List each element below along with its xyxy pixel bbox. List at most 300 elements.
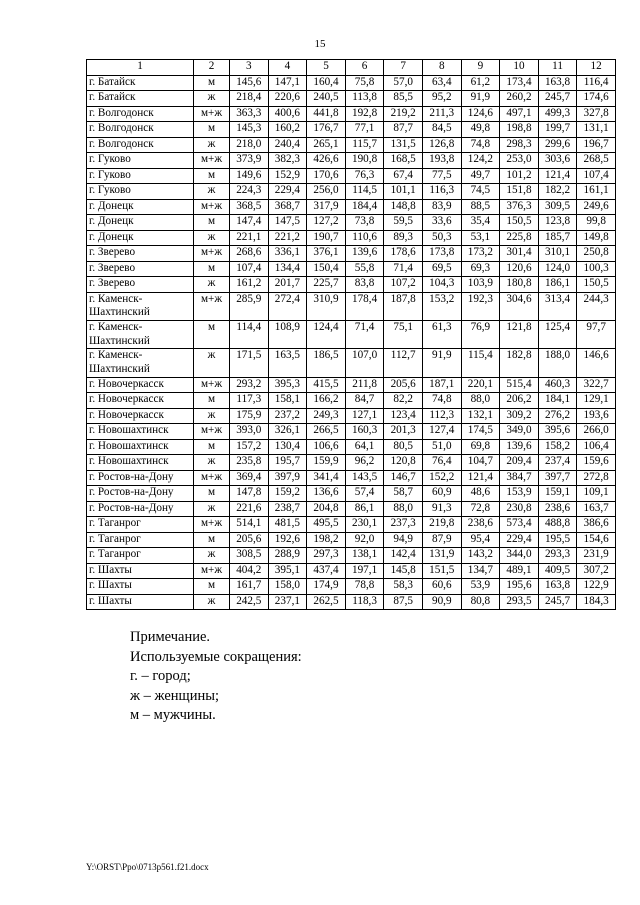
table-row xyxy=(87,470,616,486)
sex-cell: ж xyxy=(194,455,230,471)
value-cell: 109,1 xyxy=(577,486,616,502)
value-cell: 515,4 xyxy=(500,377,539,393)
table-row xyxy=(87,184,616,200)
value-cell: 187,1 xyxy=(422,377,461,393)
value-cell: 55,8 xyxy=(345,261,384,277)
value-cell: 272,4 xyxy=(268,292,307,320)
value-cell: 327,8 xyxy=(577,106,616,122)
city-cell: г. Гуково xyxy=(87,184,194,200)
table-row xyxy=(87,230,616,246)
value-cell: 221,6 xyxy=(230,501,269,517)
value-cell: 460,3 xyxy=(538,377,577,393)
value-cell: 192,6 xyxy=(268,532,307,548)
sex-cell: м+ж xyxy=(194,377,230,393)
city-cell: г. Волгодонск xyxy=(87,137,194,153)
value-cell: 69,8 xyxy=(461,439,500,455)
value-cell: 426,6 xyxy=(307,153,346,169)
note-title: Примечание. xyxy=(130,629,211,645)
value-cell: 240,4 xyxy=(268,137,307,153)
value-cell: 237,3 xyxy=(384,517,423,533)
value-cell: 88,5 xyxy=(461,199,500,215)
value-cell: 190,7 xyxy=(307,230,346,246)
city-cell: г. Донецк xyxy=(87,199,194,215)
value-cell: 205,6 xyxy=(384,377,423,393)
value-cell: 73,8 xyxy=(345,215,384,231)
sex-cell: м xyxy=(194,439,230,455)
city-cell: г. Волгодонск xyxy=(87,122,194,138)
value-cell: 126,8 xyxy=(422,137,461,153)
value-cell: 499,3 xyxy=(538,106,577,122)
note-item: м – мужчины. xyxy=(130,707,216,723)
value-cell: 112,3 xyxy=(422,408,461,424)
value-cell: 103,9 xyxy=(461,277,500,293)
value-cell: 48,6 xyxy=(461,486,500,502)
value-cell: 224,3 xyxy=(230,184,269,200)
table-row xyxy=(87,377,616,393)
column-header: 10 xyxy=(500,60,539,76)
city-cell: г. Ростов-на-Дону xyxy=(87,486,194,502)
value-cell: 110,6 xyxy=(345,230,384,246)
value-cell: 573,4 xyxy=(500,517,539,533)
note-block xyxy=(130,628,302,726)
table-row xyxy=(87,424,616,440)
value-cell: 219,2 xyxy=(384,106,423,122)
value-cell: 104,7 xyxy=(461,455,500,471)
value-cell: 397,9 xyxy=(268,470,307,486)
value-cell: 310,1 xyxy=(538,246,577,262)
value-cell: 225,7 xyxy=(307,277,346,293)
city-cell: г. Ростов-на-Дону xyxy=(87,501,194,517)
value-cell: 107,4 xyxy=(230,261,269,277)
value-cell: 237,4 xyxy=(538,455,577,471)
value-cell: 404,2 xyxy=(230,563,269,579)
value-cell: 303,6 xyxy=(538,153,577,169)
value-cell: 174,9 xyxy=(307,579,346,595)
sex-cell: ж xyxy=(194,548,230,564)
value-cell: 76,3 xyxy=(345,168,384,184)
value-cell: 107,4 xyxy=(577,168,616,184)
sex-cell: ж xyxy=(194,501,230,517)
value-cell: 147,8 xyxy=(230,486,269,502)
value-cell: 369,4 xyxy=(230,470,269,486)
table-row xyxy=(87,292,616,320)
sex-cell: м xyxy=(194,122,230,138)
value-cell: 322,7 xyxy=(577,377,616,393)
value-cell: 161,7 xyxy=(230,579,269,595)
value-cell: 58,3 xyxy=(384,579,423,595)
value-cell: 262,5 xyxy=(307,594,346,610)
value-cell: 211,8 xyxy=(345,377,384,393)
city-cell: г. Зверево xyxy=(87,261,194,277)
sex-cell: м+ж xyxy=(194,199,230,215)
value-cell: 127,4 xyxy=(422,424,461,440)
value-cell: 147,1 xyxy=(268,75,307,91)
table-row xyxy=(87,246,616,262)
table-row xyxy=(87,215,616,231)
value-cell: 238,6 xyxy=(461,517,500,533)
table-row xyxy=(87,439,616,455)
value-cell: 132,1 xyxy=(461,408,500,424)
table-row xyxy=(87,153,616,169)
column-header: 7 xyxy=(384,60,423,76)
value-cell: 415,5 xyxy=(307,377,346,393)
value-cell: 307,2 xyxy=(577,563,616,579)
value-cell: 80,5 xyxy=(384,439,423,455)
sex-cell: ж xyxy=(194,137,230,153)
city-cell: г. Шахты xyxy=(87,579,194,595)
table-row xyxy=(87,75,616,91)
value-cell: 150,4 xyxy=(307,261,346,277)
value-cell: 266,0 xyxy=(577,424,616,440)
value-cell: 163,8 xyxy=(538,75,577,91)
value-cell: 376,1 xyxy=(307,246,346,262)
value-cell: 35,4 xyxy=(461,215,500,231)
value-cell: 124,0 xyxy=(538,261,577,277)
value-cell: 87,7 xyxy=(384,122,423,138)
table-row xyxy=(87,91,616,107)
value-cell: 205,6 xyxy=(230,532,269,548)
value-cell: 121,4 xyxy=(538,168,577,184)
value-cell: 231,9 xyxy=(577,548,616,564)
value-cell: 122,9 xyxy=(577,579,616,595)
value-cell: 92,0 xyxy=(345,532,384,548)
value-cell: 147,5 xyxy=(268,215,307,231)
value-cell: 158,0 xyxy=(268,579,307,595)
value-cell: 395,6 xyxy=(538,424,577,440)
value-cell: 221,1 xyxy=(230,230,269,246)
column-header: 12 xyxy=(577,60,616,76)
value-cell: 175,9 xyxy=(230,408,269,424)
value-cell: 160,3 xyxy=(345,424,384,440)
value-cell: 120,6 xyxy=(500,261,539,277)
value-cell: 376,3 xyxy=(500,199,539,215)
value-cell: 127,1 xyxy=(345,408,384,424)
value-cell: 182,2 xyxy=(538,184,577,200)
value-cell: 50,3 xyxy=(422,230,461,246)
value-cell: 266,5 xyxy=(307,424,346,440)
value-cell: 134,4 xyxy=(268,261,307,277)
value-cell: 260,2 xyxy=(500,91,539,107)
sex-cell: м xyxy=(194,486,230,502)
sex-cell: м+ж xyxy=(194,292,230,320)
value-cell: 107,0 xyxy=(345,349,384,377)
value-cell: 106,4 xyxy=(577,439,616,455)
value-cell: 75,8 xyxy=(345,75,384,91)
value-cell: 190,8 xyxy=(345,153,384,169)
value-cell: 90,9 xyxy=(422,594,461,610)
value-cell: 57,4 xyxy=(345,486,384,502)
value-cell: 293,2 xyxy=(230,377,269,393)
value-cell: 88,0 xyxy=(384,501,423,517)
value-cell: 400,6 xyxy=(268,106,307,122)
city-cell: г. Гуково xyxy=(87,168,194,184)
value-cell: 393,0 xyxy=(230,424,269,440)
city-cell: г. Батайск xyxy=(87,75,194,91)
value-cell: 245,7 xyxy=(538,91,577,107)
sex-cell: м+ж xyxy=(194,470,230,486)
city-cell: г. Ростов-на-Дону xyxy=(87,470,194,486)
value-cell: 142,4 xyxy=(384,548,423,564)
value-cell: 114,4 xyxy=(230,320,269,348)
table-header-row xyxy=(87,60,616,76)
value-cell: 76,4 xyxy=(422,455,461,471)
city-cell: г. Новошахтинск xyxy=(87,424,194,440)
table-row xyxy=(87,122,616,138)
city-cell: г. Волгодонск xyxy=(87,106,194,122)
value-cell: 395,3 xyxy=(268,377,307,393)
value-cell: 186,1 xyxy=(538,277,577,293)
value-cell: 130,4 xyxy=(268,439,307,455)
value-cell: 395,1 xyxy=(268,563,307,579)
value-cell: 87,9 xyxy=(422,532,461,548)
value-cell: 326,1 xyxy=(268,424,307,440)
sex-cell: м+ж xyxy=(194,424,230,440)
city-cell: г. Зверево xyxy=(87,246,194,262)
value-cell: 301,4 xyxy=(500,246,539,262)
value-cell: 192,8 xyxy=(345,106,384,122)
value-cell: 95,4 xyxy=(461,532,500,548)
value-cell: 253,0 xyxy=(500,153,539,169)
sex-cell: м+ж xyxy=(194,106,230,122)
value-cell: 145,6 xyxy=(230,75,269,91)
value-cell: 249,6 xyxy=(577,199,616,215)
value-cell: 61,2 xyxy=(461,75,500,91)
value-cell: 95,2 xyxy=(422,91,461,107)
city-cell: г. Каменск-Шахтинский xyxy=(87,292,194,320)
column-header: 11 xyxy=(538,60,577,76)
value-cell: 157,2 xyxy=(230,439,269,455)
value-cell: 158,1 xyxy=(268,393,307,409)
value-cell: 409,5 xyxy=(538,563,577,579)
table-row xyxy=(87,532,616,548)
value-cell: 61,3 xyxy=(422,320,461,348)
table-row xyxy=(87,277,616,293)
value-cell: 152,2 xyxy=(422,470,461,486)
value-cell: 245,7 xyxy=(538,594,577,610)
value-cell: 225,8 xyxy=(500,230,539,246)
value-cell: 124,6 xyxy=(461,106,500,122)
value-cell: 131,5 xyxy=(384,137,423,153)
city-cell: г. Таганрог xyxy=(87,548,194,564)
value-cell: 53,1 xyxy=(461,230,500,246)
table-row xyxy=(87,320,616,348)
value-cell: 173,8 xyxy=(422,246,461,262)
value-cell: 244,3 xyxy=(577,292,616,320)
value-cell: 145,3 xyxy=(230,122,269,138)
column-header: 9 xyxy=(461,60,500,76)
value-cell: 160,2 xyxy=(268,122,307,138)
sex-cell: м+ж xyxy=(194,153,230,169)
value-cell: 85,5 xyxy=(384,91,423,107)
value-cell: 186,5 xyxy=(307,349,346,377)
table-row xyxy=(87,168,616,184)
value-cell: 86,1 xyxy=(345,501,384,517)
value-cell: 154,6 xyxy=(577,532,616,548)
value-cell: 168,5 xyxy=(384,153,423,169)
value-cell: 437,4 xyxy=(307,563,346,579)
value-cell: 63,4 xyxy=(422,75,461,91)
table-row xyxy=(87,261,616,277)
value-cell: 51,0 xyxy=(422,439,461,455)
value-cell: 123,4 xyxy=(384,408,423,424)
value-cell: 229,4 xyxy=(268,184,307,200)
value-cell: 242,5 xyxy=(230,594,269,610)
statistics-table xyxy=(86,59,616,610)
page-number: 15 xyxy=(314,38,326,50)
value-cell: 441,8 xyxy=(307,106,346,122)
value-cell: 201,3 xyxy=(384,424,423,440)
value-cell: 159,1 xyxy=(538,486,577,502)
value-cell: 152,9 xyxy=(268,168,307,184)
value-cell: 136,6 xyxy=(307,486,346,502)
value-cell: 310,9 xyxy=(307,292,346,320)
value-cell: 131,1 xyxy=(577,122,616,138)
city-cell: г. Зверево xyxy=(87,277,194,293)
value-cell: 49,7 xyxy=(461,168,500,184)
value-cell: 148,8 xyxy=(384,199,423,215)
table-row xyxy=(87,486,616,502)
table-row xyxy=(87,349,616,377)
value-cell: 163,8 xyxy=(538,579,577,595)
value-cell: 293,5 xyxy=(500,594,539,610)
value-cell: 163,5 xyxy=(268,349,307,377)
value-cell: 151,8 xyxy=(500,184,539,200)
value-cell: 192,3 xyxy=(461,292,500,320)
value-cell: 106,6 xyxy=(307,439,346,455)
value-cell: 298,3 xyxy=(500,137,539,153)
table-row xyxy=(87,408,616,424)
city-cell: г. Шахты xyxy=(87,594,194,610)
value-cell: 198,8 xyxy=(500,122,539,138)
value-cell: 150,5 xyxy=(500,215,539,231)
city-cell: г. Таганрог xyxy=(87,532,194,548)
column-header: 5 xyxy=(307,60,346,76)
value-cell: 211,3 xyxy=(422,106,461,122)
value-cell: 151,5 xyxy=(422,563,461,579)
value-cell: 150,5 xyxy=(577,277,616,293)
value-cell: 308,5 xyxy=(230,548,269,564)
value-cell: 146,6 xyxy=(577,349,616,377)
value-cell: 159,9 xyxy=(307,455,346,471)
value-cell: 514,1 xyxy=(230,517,269,533)
value-cell: 123,8 xyxy=(538,215,577,231)
value-cell: 174,6 xyxy=(577,91,616,107)
table-row xyxy=(87,563,616,579)
sex-cell: ж xyxy=(194,230,230,246)
column-header: 1 xyxy=(87,60,194,76)
value-cell: 309,2 xyxy=(500,408,539,424)
footer-file-path: Y:\ORST\Ppo\0713p561.f21.docx xyxy=(86,862,209,872)
city-cell: г. Новочеркасск xyxy=(87,377,194,393)
value-cell: 84,7 xyxy=(345,393,384,409)
sex-cell: ж xyxy=(194,277,230,293)
value-cell: 341,4 xyxy=(307,470,346,486)
value-cell: 161,2 xyxy=(230,277,269,293)
sex-cell: ж xyxy=(194,349,230,377)
value-cell: 127,2 xyxy=(307,215,346,231)
value-cell: 368,5 xyxy=(230,199,269,215)
value-cell: 104,3 xyxy=(422,277,461,293)
value-cell: 115,4 xyxy=(461,349,500,377)
value-cell: 121,8 xyxy=(500,320,539,348)
value-cell: 74,8 xyxy=(461,137,500,153)
city-cell: г. Донецк xyxy=(87,230,194,246)
value-cell: 382,3 xyxy=(268,153,307,169)
value-cell: 299,6 xyxy=(538,137,577,153)
value-cell: 121,4 xyxy=(461,470,500,486)
value-cell: 178,6 xyxy=(384,246,423,262)
column-header: 3 xyxy=(230,60,269,76)
value-cell: 71,4 xyxy=(345,320,384,348)
value-cell: 75,1 xyxy=(384,320,423,348)
value-cell: 58,7 xyxy=(384,486,423,502)
note-item: ж – женщины; xyxy=(130,687,219,704)
value-cell: 368,7 xyxy=(268,199,307,215)
sex-cell: м xyxy=(194,261,230,277)
value-cell: 115,7 xyxy=(345,137,384,153)
value-cell: 134,7 xyxy=(461,563,500,579)
column-header: 2 xyxy=(194,60,230,76)
note-item: г. – город; xyxy=(130,668,191,684)
value-cell: 204,8 xyxy=(307,501,346,517)
value-cell: 33,6 xyxy=(422,215,461,231)
value-cell: 57,0 xyxy=(384,75,423,91)
value-cell: 129,1 xyxy=(577,393,616,409)
value-cell: 139,6 xyxy=(500,439,539,455)
value-cell: 297,3 xyxy=(307,548,346,564)
value-cell: 82,2 xyxy=(384,393,423,409)
table-row xyxy=(87,199,616,215)
value-cell: 184,3 xyxy=(577,594,616,610)
value-cell: 159,2 xyxy=(268,486,307,502)
value-cell: 174,5 xyxy=(461,424,500,440)
value-cell: 220,1 xyxy=(461,377,500,393)
value-cell: 153,9 xyxy=(500,486,539,502)
sex-cell: ж xyxy=(194,184,230,200)
city-cell: г. Новошахтинск xyxy=(87,455,194,471)
value-cell: 363,3 xyxy=(230,106,269,122)
city-cell: г. Новочеркасск xyxy=(87,408,194,424)
value-cell: 238,6 xyxy=(538,501,577,517)
value-cell: 94,9 xyxy=(384,532,423,548)
value-cell: 147,4 xyxy=(230,215,269,231)
value-cell: 218,4 xyxy=(230,91,269,107)
value-cell: 293,3 xyxy=(538,548,577,564)
value-cell: 146,7 xyxy=(384,470,423,486)
value-cell: 59,5 xyxy=(384,215,423,231)
sex-cell: м xyxy=(194,168,230,184)
value-cell: 76,9 xyxy=(461,320,500,348)
value-cell: 193,6 xyxy=(577,408,616,424)
value-cell: 77,5 xyxy=(422,168,461,184)
value-cell: 272,8 xyxy=(577,470,616,486)
value-cell: 60,9 xyxy=(422,486,461,502)
value-cell: 83,9 xyxy=(422,199,461,215)
value-cell: 91,3 xyxy=(422,501,461,517)
value-cell: 178,4 xyxy=(345,292,384,320)
value-cell: 91,9 xyxy=(422,349,461,377)
value-cell: 195,7 xyxy=(268,455,307,471)
value-cell: 77,1 xyxy=(345,122,384,138)
value-cell: 118,3 xyxy=(345,594,384,610)
sex-cell: м xyxy=(194,532,230,548)
value-cell: 238,7 xyxy=(268,501,307,517)
value-cell: 209,4 xyxy=(500,455,539,471)
value-cell: 125,4 xyxy=(538,320,577,348)
value-cell: 71,4 xyxy=(384,261,423,277)
value-cell: 173,4 xyxy=(500,75,539,91)
value-cell: 143,2 xyxy=(461,548,500,564)
